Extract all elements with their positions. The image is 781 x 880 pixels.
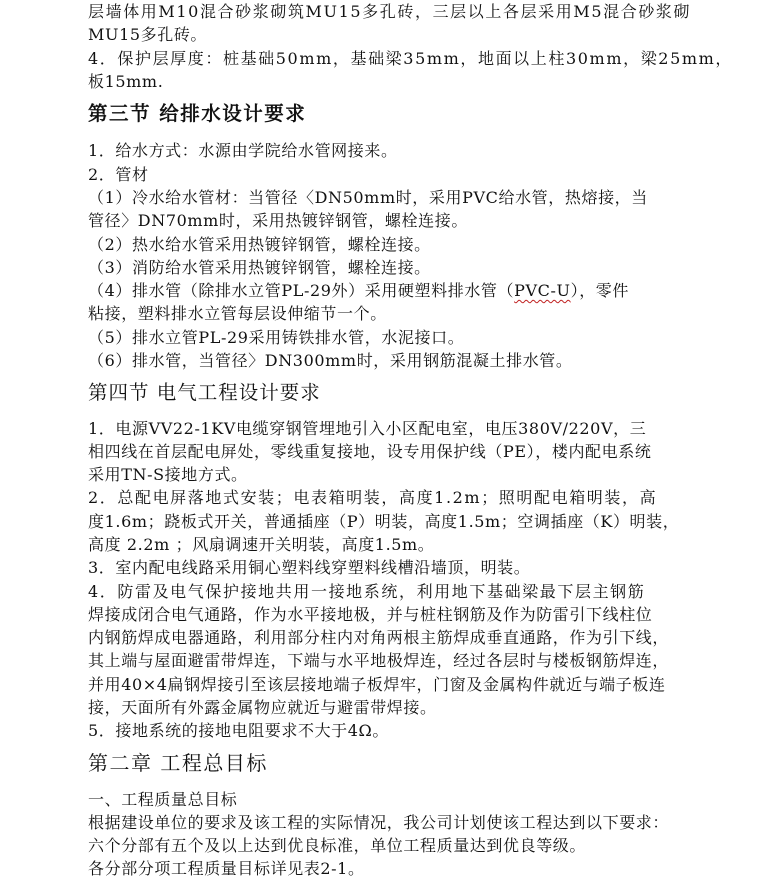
paragraph-line: （1）冷水给水管材：当管径〈DN50mm时，采用PVC给水管，热熔接，当 [88, 188, 648, 207]
paragraph-line: 接，天面所有外露金属物应就近与避雷带焊接。 [88, 698, 437, 717]
spellcheck-marked-text: PVC-U [514, 281, 571, 300]
paragraph-line: 1．给水方式：水源由学院给水管网接来。 [88, 141, 398, 160]
chapter-heading: 第二章 工程总目标 [88, 751, 268, 775]
paragraph-line: MU15多孔砖。 [88, 25, 208, 44]
paragraph-line: 4．防雷及电气保护接地共用一接地系统，利用地下基础梁最下层主钢筋 [88, 582, 646, 601]
paragraph-line: 各分部分项工程质量目标详见表2-1。 [88, 859, 365, 878]
paragraph-line: 其上端与屋面避雷带焊连，下端与水平地极焊连，经过各层时与楼板钢筋焊连， [88, 651, 670, 670]
paragraph-line: 焊接成闭合电气通路，作为水平接地极，并与桩柱钢筋及作为防雷引下线柱位 [88, 605, 653, 624]
section-heading: 第四节 电气工程设计要求 [88, 381, 321, 404]
paragraph-line: 相四线在首层配电屏处，零线重复接地，设专用保护线（PE），楼内配电系统 [88, 442, 652, 461]
paragraph-line: （5）排水立管PL-29采用铸铁排水管，水泥接口。 [88, 328, 465, 347]
paragraph-line: 层墙体用M10混合砂浆砌筑MU15多孔砖，三层以上各层采用M5混合砂浆砌 [88, 2, 692, 21]
paragraph-line: （3）消防给水管采用热镀锌钢管，螺栓连接。 [88, 258, 431, 277]
paragraph-line: 1．电源VV22-1KV电缆穿钢管埋地引入小区配电室，电压380V/220V，三 [88, 419, 647, 438]
section-heading: 第三节 给排水设计要求 [88, 102, 307, 125]
paragraph-line: 高度 2.2m ；风扇调速开关明装，高度1.5m。 [88, 535, 435, 554]
text-segment: ），零件 [570, 281, 629, 300]
paragraph-line: 度1.6m；跷板式开关，普通插座（P）明装，高度1.5m；空调插座（K）明装， [88, 512, 680, 531]
paragraph-line: 六个分部有五个及以上达到优良标准，单位工程质量达到优良等级。 [88, 836, 587, 855]
paragraph-line: （6）排水管，当管径〉DN300mm时，采用钢筋混凝土排水管。 [88, 351, 573, 370]
paragraph-line: 并用40×4扁钢焊接引至该层接地端子板焊牢，门窗及金属构件就近与端子板连 [88, 675, 666, 694]
paragraph-line: （2）热水给水管采用热镀锌钢管，螺栓连接。 [88, 235, 431, 254]
paragraph-line: 管径〉DN70mm时，采用热镀锌钢管，螺栓连接。 [88, 211, 468, 230]
paragraph-line: 2．总配电屏落地式安装；电表箱明装，高度1.2m；照明配电箱明装，高 [88, 488, 658, 507]
paragraph-line: 一、工程质量总目标 [88, 790, 238, 809]
paragraph-line: 3．室内配电线路采用铜心塑料线穿塑料线槽沿墙顶，明装。 [88, 558, 531, 577]
paragraph-line: 粘接，塑料排水立管每层设伸缩节一个。 [88, 304, 387, 323]
paragraph-line: 4．保护层厚度：桩基础50mm，基础梁35mm，地面以上柱30mm，梁25mm， [88, 49, 733, 68]
paragraph-line: 5．接地系统的接地电阻要求不大于4Ω。 [88, 721, 390, 740]
paragraph-line: 2．管材 [88, 165, 149, 184]
paragraph-line [88, 279, 629, 302]
paragraph-line: 采用TN-S接地方式。 [88, 465, 248, 484]
paragraph-line: 板15mm. [88, 72, 164, 91]
text-segment: （4）排水管（除排水立管PL-29外）采用硬塑料排水管（ [88, 281, 515, 300]
paragraph-line: 内钢筋焊成电器通路，利用部分柱内对角两根主筋焊成垂直通路，作为引下线， [88, 628, 670, 647]
paragraph-line: 根据建设单位的要求及该工程的实际情况，我公司计划使该工程达到以下要求： [88, 813, 670, 832]
